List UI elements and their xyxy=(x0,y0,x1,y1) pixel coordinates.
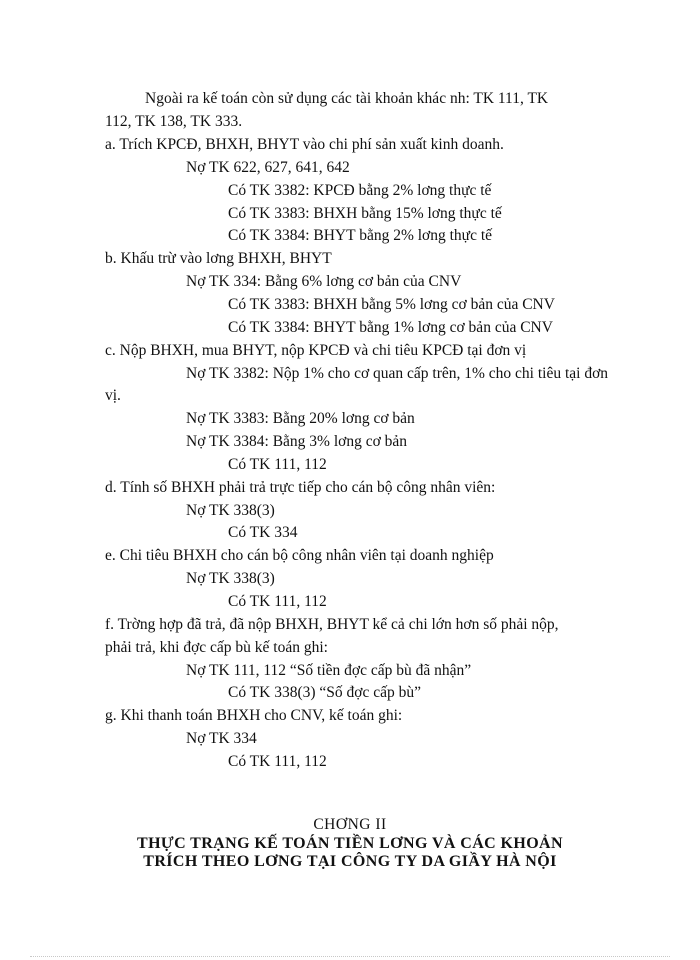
entry-line: Có TK 111, 112 xyxy=(228,455,327,473)
intro-line-1: Ngoài ra kế toán còn sử dụng các tài khoản khác nh: TK 111, TK xyxy=(145,90,549,107)
chapter-number: CHƠNG II xyxy=(313,816,387,833)
entry-line: Nợ TK 3382: Nộp 1% cho cơ quan cấp trên, 1% cho chi tiêu tại đơn xyxy=(186,364,609,382)
entry-line: Nợ TK 338(3) xyxy=(186,570,275,588)
entry-line: Có TK 3383: BHXH bằng 5% lơng cơ bản của CNV xyxy=(228,295,555,313)
entry-line: Có TK 334 xyxy=(228,524,298,542)
entry-line: Nợ TK 3384: Bằng 3% lơng cơ bản xyxy=(186,433,408,451)
entry-line: Nợ TK 334 xyxy=(186,730,257,748)
entry-line: phải trả, khi đợc cấp bù kế toán ghi: xyxy=(105,638,328,656)
page-bottom-divider xyxy=(30,956,670,957)
entry-line: g. Khi thanh toán BHXH cho CNV, kế toán ghi: xyxy=(105,707,403,725)
entry-line: d. Tính số BHXH phải trả trực tiếp cho cán bộ công nhân viên: xyxy=(105,478,496,496)
entry-line: Nợ TK 334: Bằng 6% lơng cơ bản của CNV xyxy=(186,273,462,291)
entry-line: Có TK 3383: BHXH bằng 15% lơng thực tế xyxy=(228,204,502,222)
entry-line: Nợ TK 3383: Bằng 20% lơng cơ bản xyxy=(186,410,415,428)
entry-line: Nợ TK 111, 112 “Số tiền đợc cấp bù đã nhận” xyxy=(186,661,472,679)
entry-line: Có TK 111, 112 xyxy=(228,752,327,770)
entry-line: vị. xyxy=(105,387,121,405)
entry-line: Có TK 3382: KPCĐ bằng 2% lơng thực tế xyxy=(228,181,492,199)
entry-line: Có TK 111, 112 xyxy=(228,593,327,610)
entry-line: c. Nộp BHXH, mua BHYT, nộp KPCĐ và chi tiêu KPCĐ tại đơn vị xyxy=(105,341,527,359)
entry-line: Nợ TK 338(3) xyxy=(186,501,275,519)
intro-line-2: 112, TK 138, TK 333. xyxy=(105,113,243,130)
entry-line: Có TK 3384: BHYT bằng 1% lơng cơ bản của CNV xyxy=(228,318,553,336)
entry-line: Có TK 3384: BHYT bằng 2% lơng thực tế xyxy=(228,227,493,245)
entry-line: Nợ TK 622, 627, 641, 642 xyxy=(186,158,350,176)
chapter-title-line-2: TRÍCH THEO LƠNG TẠI CÔNG TY DA GIẦY HÀ NỘI xyxy=(143,853,557,870)
entry-line: f. Trờng hợp đã trả, đã nộp BHXH, BHYT kể cả chi lớn hơn số phải nộp, xyxy=(105,615,559,633)
entry-line: b. Khấu trừ vào lơng BHXH, BHYT xyxy=(105,250,332,268)
entry-line: a. Trích KPCĐ, BHXH, BHYT vào chi phí sản xuất kinh doanh. xyxy=(105,136,504,153)
chapter-title-line-1: THỰC TRẠNG KẾ TOÁN TIỀN LƠNG VÀ CÁC KHOẢN xyxy=(137,835,563,852)
entry-line: Có TK 338(3) “Số đợc cấp bù” xyxy=(228,684,422,702)
entry-line: e. Chi tiêu BHXH cho cán bộ công nhân viên tại doanh nghiệp xyxy=(105,547,494,565)
